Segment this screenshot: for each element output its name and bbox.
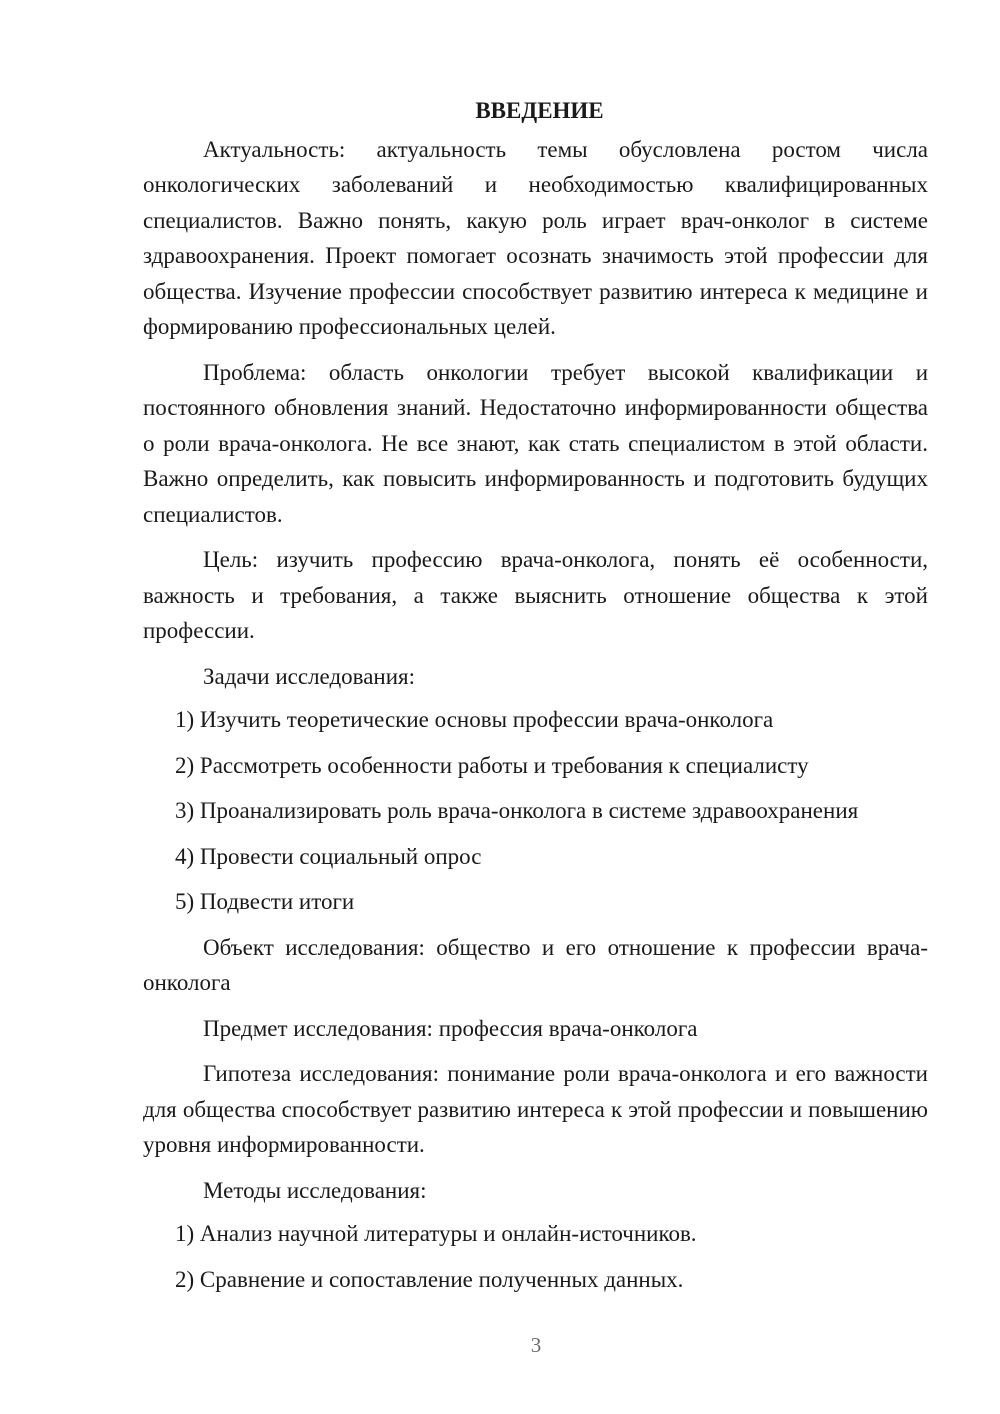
page-content — [143, 93, 928, 1307]
method-item: 1) Анализ научной литературы и онлайн-источников. — [175, 1221, 697, 1246]
methods-title: Методы исследования: — [203, 1177, 427, 1203]
task-item: 2) Рассмотреть особенности работы и требования к специалисту — [175, 752, 809, 778]
subject-paragraph: Предмет исследования: профессия врача-онколога — [203, 1015, 698, 1041]
tasks-title: Задачи исследования: — [203, 663, 416, 689]
problem-paragraph: Проблема: область онкологии требует высокой квалификации и постоянного обновления знаний. Недостаточно информированности общества о роли врача-онколога. Не все знают, как стать специалистом в этой области. Важно определить, как повысить информированность и подготовить будущих специалистов. — [143, 359, 928, 527]
method-item: 2) Сравнение и сопоставление полученных данных. — [175, 1266, 684, 1292]
task-item: 1) Изучить теоретические основы профессии врача-онколога — [175, 707, 774, 732]
task-item: 5) Подвести итоги — [175, 889, 355, 914]
section-heading: ВВЕДЕНИЕ — [475, 98, 604, 123]
object-paragraph: Объект исследования: общество и его отношение к профессии врача-онколога — [143, 934, 928, 995]
task-item: 3) Проанализировать роль врача-онколога в системе здравоохранения — [175, 798, 859, 823]
relevance-paragraph: Актуальность: актуальность темы обусловлена ростом числа онкологических заболеваний и необходимостью квалифицированных специалистов. Важно понять, какую роль играет врач-онколог в системе здравоохранения. Проект помогает осознать значимость этой профессии для общества. Изучение профессии способствует развитию интереса к медицине и формированию профессиональных целей. — [143, 136, 928, 339]
hypothesis-paragraph: Гипотеза исследования: понимание роли врача-онколога и его важности для общества способствует развитию интереса к этой профессии и повышению уровня информированности. — [143, 1061, 928, 1157]
goal-paragraph: Цель: изучить профессию врача-онколога, понять её особенности, важность и требования, а также выяснить отношение общества к этой профессии. — [143, 547, 928, 643]
page-number: 3 — [530, 1333, 542, 1357]
task-item: 4) Провести социальный опрос — [175, 843, 482, 869]
